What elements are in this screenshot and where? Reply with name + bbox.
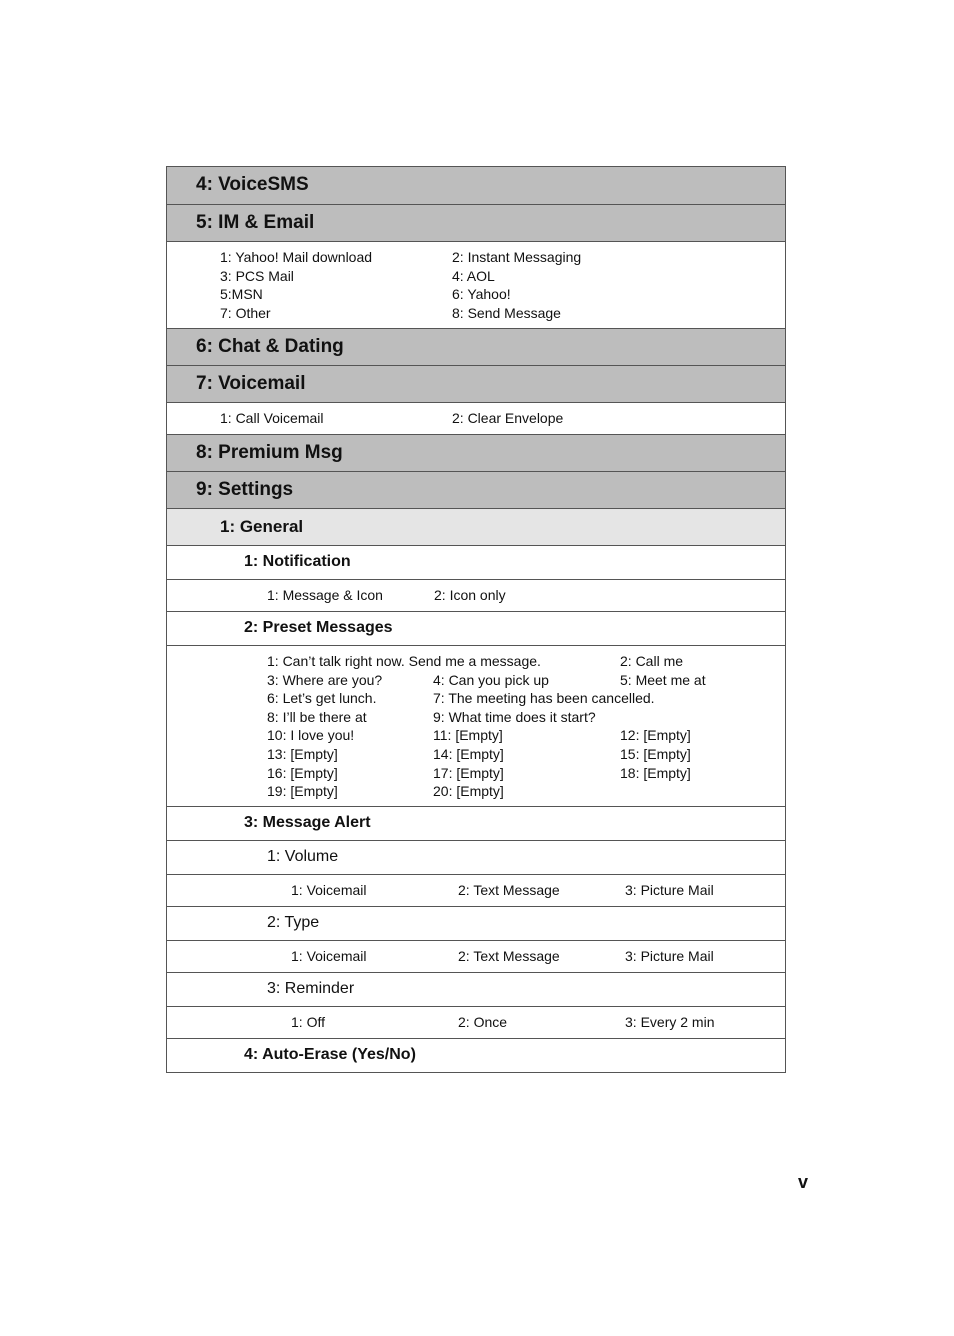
list-item: 9: What time does it start? <box>433 708 596 725</box>
list-item: 15: [Empty] <box>620 746 691 762</box>
menu-settings: 9: Settings <box>167 471 785 508</box>
list-item: 2: Icon only <box>434 587 506 603</box>
list-item: 3: Picture Mail <box>625 948 714 964</box>
list-item: 4: AOL <box>452 267 495 284</box>
list-item: 10: I love you! <box>267 727 355 744</box>
list-item: 4: Can you pick up <box>433 671 549 688</box>
list-item: 20: [Empty] <box>433 783 504 800</box>
list-item: 2: Clear Envelope <box>452 410 564 426</box>
list-item: 13: [Empty] <box>267 746 338 762</box>
menu-general: 1: General <box>167 508 785 545</box>
list-item: 6: Let’s get lunch. <box>267 690 377 707</box>
menu-premium-msg: 8: Premium Msg <box>167 434 785 471</box>
menu-reminder: 3: Reminder <box>167 972 785 1006</box>
menu-volume: 1: Volume <box>167 840 785 874</box>
reminder-items <box>167 1006 785 1038</box>
menu-message-alert: 3: Message Alert <box>167 806 785 840</box>
list-item: 8: Send Message <box>452 304 561 321</box>
list-item: 18: [Empty] <box>620 764 691 781</box>
list-item: 7: The meeting has been cancelled. <box>433 690 655 707</box>
volume-items <box>167 874 785 906</box>
menu-chat-dating: 6: Chat & Dating <box>167 328 785 365</box>
menu-voicesms: 4: VoiceSMS <box>167 167 785 204</box>
menu-table <box>166 166 786 1073</box>
list-item: 1: Voicemail <box>291 948 367 964</box>
list-item: 2: Instant Messaging <box>452 249 582 265</box>
page-number: v <box>798 1172 809 1192</box>
list-item: 5: Meet me at <box>620 671 706 688</box>
list-item: 6: Yahoo! <box>452 286 511 303</box>
list-item: 1: Can’t talk right now. Send me a message. <box>267 653 541 669</box>
list-item: 14: [Empty] <box>433 746 504 762</box>
list-item: 7: Other <box>220 304 271 321</box>
menu-voicemail: 7: Voicemail <box>167 365 785 402</box>
list-item: 16: [Empty] <box>267 764 338 781</box>
list-item: 17: [Empty] <box>433 764 504 781</box>
preset-messages-items <box>167 645 785 806</box>
list-item: 3: PCS Mail <box>220 267 294 284</box>
menu-im-email: 5: IM & Email <box>167 204 785 241</box>
list-item: 3: Every 2 min <box>625 1014 715 1030</box>
list-item: 2: Text Message <box>458 882 560 898</box>
voicemail-items <box>167 402 785 434</box>
list-item: 1: Call Voicemail <box>220 410 324 426</box>
list-item: 2: Text Message <box>458 948 560 964</box>
menu-preset-messages: 2: Preset Messages <box>167 611 785 645</box>
list-item: 12: [Empty] <box>620 727 691 744</box>
list-item: 8: I’ll be there at <box>267 708 367 725</box>
list-item: 19: [Empty] <box>267 783 338 800</box>
list-item: 3: Where are you? <box>267 671 383 688</box>
list-item: 2: Call me <box>620 653 684 669</box>
list-item: 5:MSN <box>220 286 263 303</box>
notification-items <box>167 579 785 611</box>
menu-type: 2: Type <box>167 906 785 940</box>
type-items <box>167 940 785 972</box>
menu-auto-erase: 4: Auto-Erase (Yes/No) <box>167 1038 785 1072</box>
list-item: 11: [Empty] <box>433 727 503 744</box>
im-email-items <box>167 241 785 328</box>
list-item: 1: Off <box>291 1014 325 1030</box>
list-item: 1: Voicemail <box>291 882 367 898</box>
menu-notification: 1: Notification <box>167 545 785 579</box>
list-item: 1: Message & Icon <box>267 587 383 603</box>
list-item: 2: Once <box>458 1014 508 1030</box>
list-item: 3: Picture Mail <box>625 882 714 898</box>
list-item: 1: Yahoo! Mail download <box>220 249 373 265</box>
